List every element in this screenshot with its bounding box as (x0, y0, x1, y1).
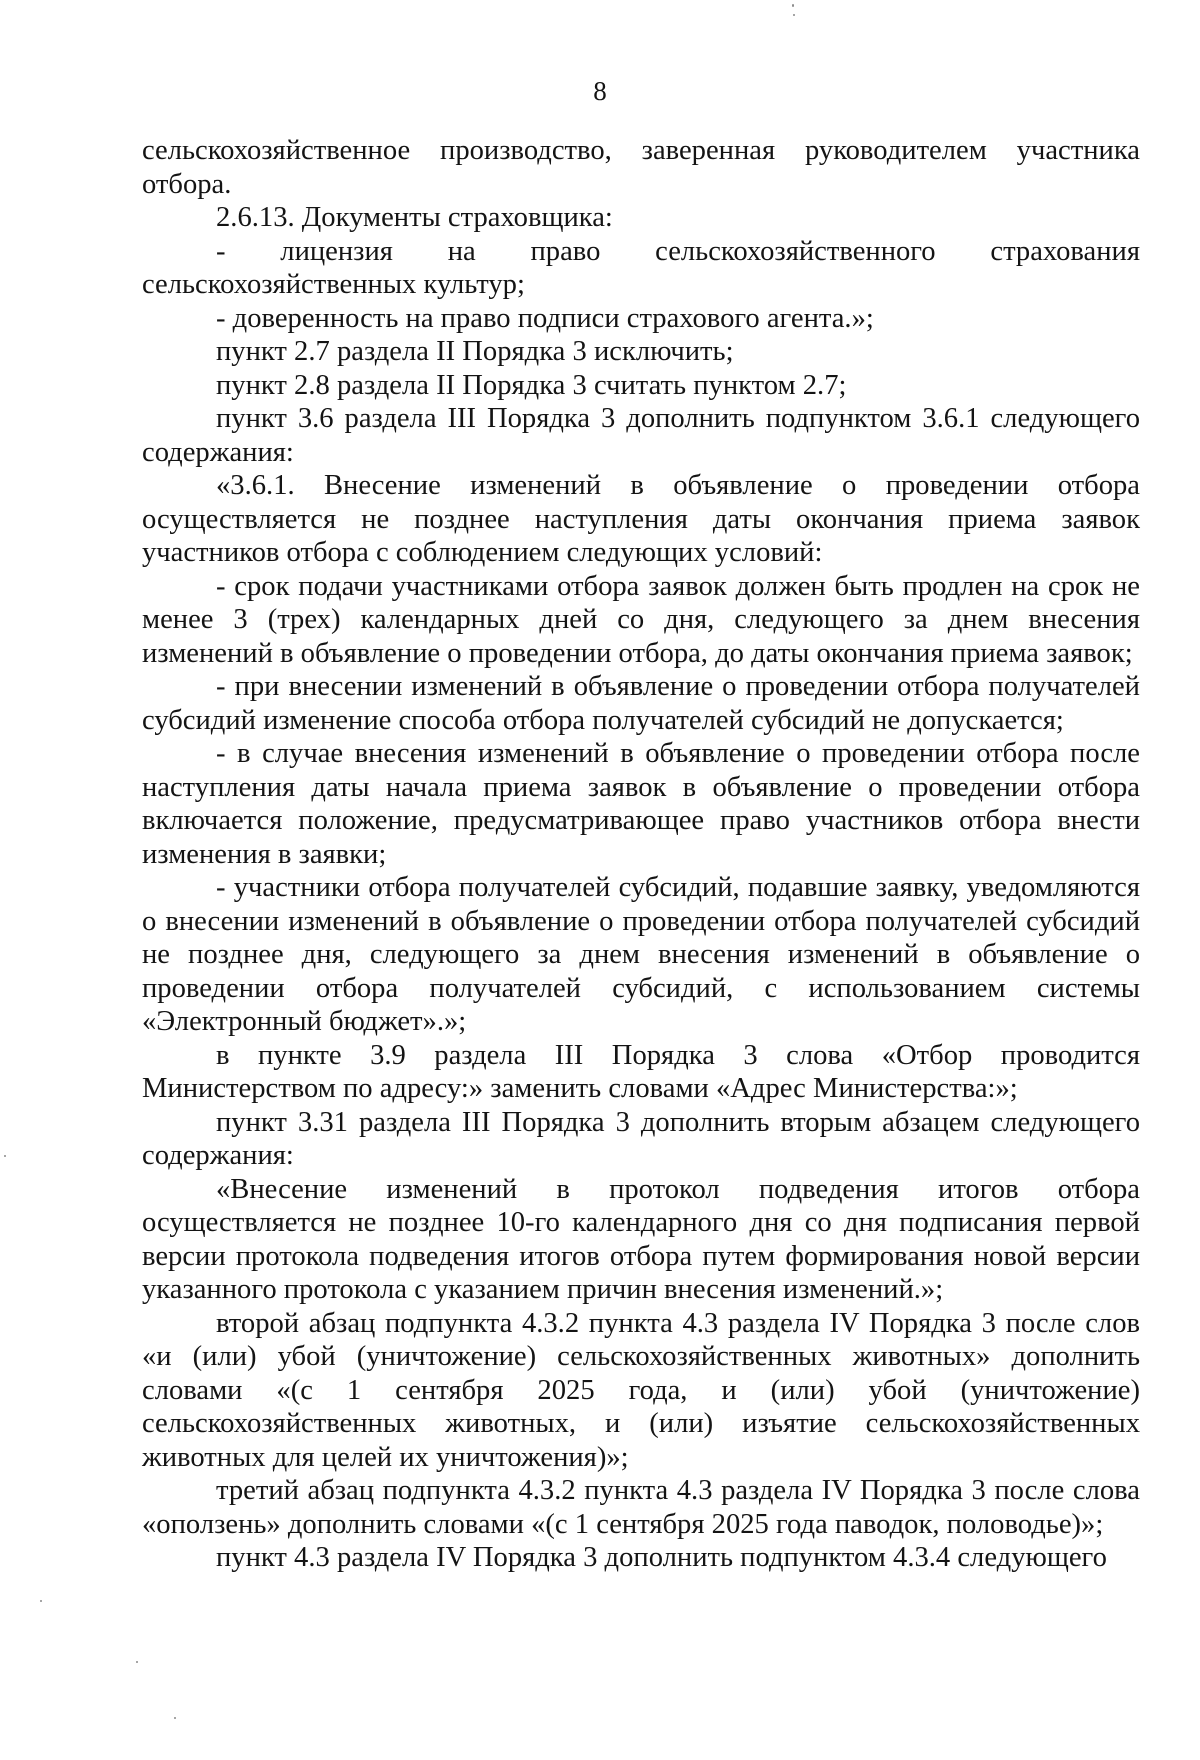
scan-speck (4, 1155, 6, 1157)
paragraph: третий абзац подпункта 4.3.2 пункта 4.3 раздела IV Порядка 3 после слова «оползень» дополнить словами «(с 1 сентября 2025 года паводок, половодье)»; (142, 1475, 1140, 1540)
scan-speck (40, 1600, 42, 1602)
paragraph: второй абзац подпункта 4.3.2 пункта 4.3 раздела IV Порядка 3 после слов «и (или) убой (уничтожение) сельскохозяйственных животных» дополнить словами «(с 1 сентября 2025 года, и (или) убой (уничтожение) сельскохозяйственных животных, и (или) изъятие сельскохозяйственных животных для целей их уничтожения)»; (142, 1307, 1140, 1473)
paragraph: пункт 2.8 раздела II Порядка 3 считать пунктом 2.7; (216, 369, 847, 401)
scan-speck (174, 1717, 176, 1719)
paragraph-quoted: «3.6.1. Внесение изменений в объявление о проведении отбора осуществляется не позднее наступления даты окончания приема заявок участников отбора с соблюдением следующих условий: (142, 470, 1140, 568)
page-number: 8 (593, 76, 607, 106)
paragraph-list-item: - участники отбора получателей субсидий, подавшие заявку, уведомляются о внесении изменений в объявление о проведении отбора получателей субсидий не позднее дня, следующего за днем внесения изменений в объявление о проведении отбора получателей субсидий, с использованием системы «Электронный бюджет».»; (142, 872, 1140, 1037)
document-body (142, 134, 1140, 1575)
paragraph-quoted: «Внесение изменений в протокол подведения итогов отбора осуществляется не позднее 10-го календарного дня со дня подписания первой версии протокола подведения итогов отбора путем формирования новой версии указанного протокола с указанием причин внесения изменений.»; (142, 1173, 1140, 1305)
scan-speck (793, 14, 795, 16)
paragraph-list-item: - доверенность на право подписи страхового агента.»; (216, 302, 874, 334)
paragraph: пункт 3.6 раздела III Порядка 3 дополнить подпунктом 3.6.1 следующего содержания: (142, 403, 1140, 468)
scan-speck (792, 4, 794, 7)
paragraph-list-item: - в случае внесения изменений в объявление о проведении отбора после наступления даты начала приема заявок в объявление о проведении отбора включается положение, предусматривающее право участников отбора внести изменения в заявки; (142, 738, 1140, 870)
scan-speck (136, 1661, 138, 1663)
paragraph-heading-2-6-13: 2.6.13. Документы страховщика: (216, 202, 613, 233)
paragraph-list-item: - при внесении изменений в объявление о проведении отбора получателей субсидий изменение способа отбора получателей субсидий не допускается; (142, 671, 1140, 736)
paragraph-list-item: - срок подачи участниками отбора заявок должен быть продлен на срок не менее 3 (трех) календарных дней со дня, следующего за днем внесения изменений в объявление о проведении отбора, до даты окончания приема заявок; (142, 570, 1140, 669)
paragraph: в пункте 3.9 раздела III Порядка 3 слова «Отбор проводится Министерством по адресу:» заменить словами «Адрес Министерства:»; (142, 1039, 1140, 1104)
paragraph-continuation: сельскохозяйственное производство, заверенная руководителем участника отбора. (142, 135, 1140, 200)
paragraph: пункт 2.7 раздела II Порядка 3 исключить; (216, 336, 734, 367)
paragraph: пункт 3.31 раздела III Порядка 3 дополнить вторым абзацем следующего содержания: (142, 1106, 1140, 1171)
paragraph-list-item: - лицензия на право сельскохозяйственного страхования сельскохозяйственных культур; (142, 235, 1140, 300)
paragraph: пункт 4.3 раздела IV Порядка 3 дополнить подпунктом 4.3.4 следующего (216, 1542, 1107, 1573)
